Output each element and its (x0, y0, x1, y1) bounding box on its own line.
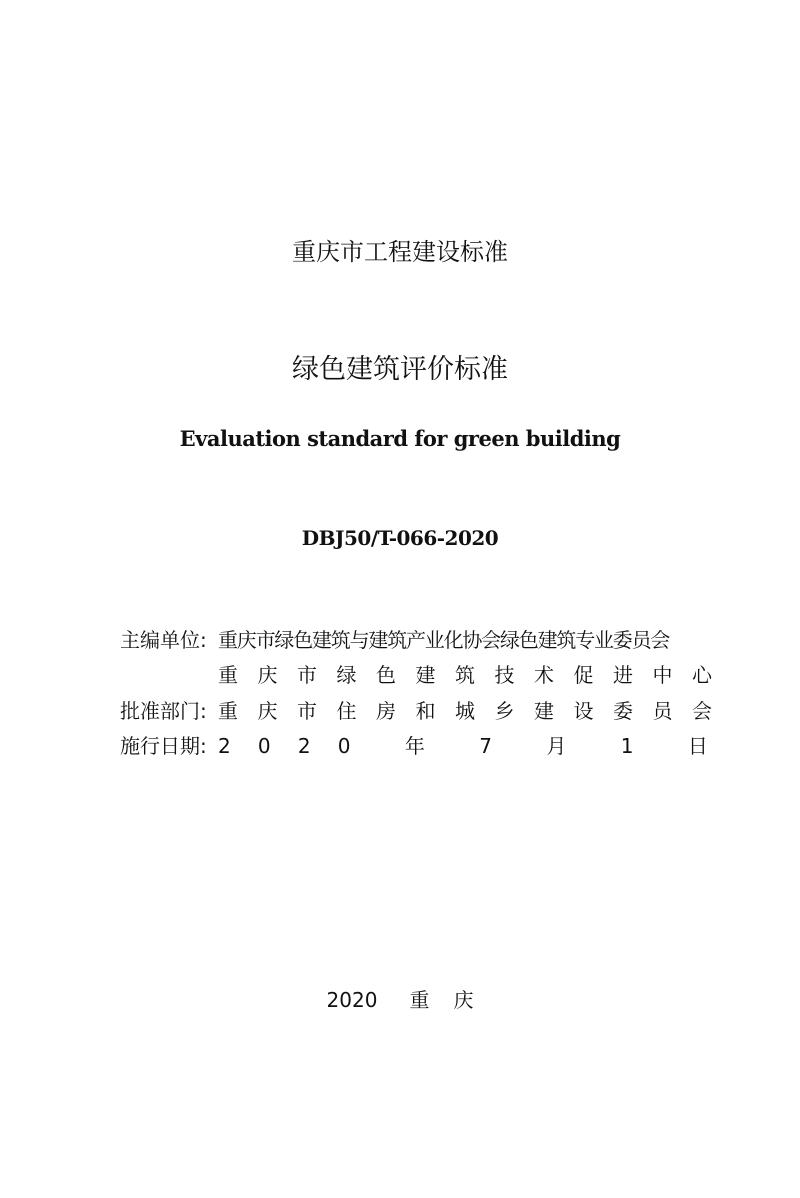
spread-char: 进 (613, 663, 633, 687)
document-code: DBJ50/T-066-2020 (301, 526, 499, 550)
spread-char: 促 (573, 663, 594, 687)
effective-date-row (120, 732, 712, 760)
effective-date-value (218, 732, 712, 760)
spread-char: 设 (573, 699, 594, 723)
chief-editor-label: 主编单位: (120, 628, 207, 652)
effective-year-digit: 2 (297, 734, 311, 758)
spread-char: 建 (534, 699, 554, 723)
effective-month: 7 (479, 734, 492, 758)
spread-char: 绿 (336, 663, 357, 687)
spread-char: 色 (376, 663, 396, 687)
spread-char: 中 (652, 663, 673, 687)
effective-day-unit: 日 (687, 734, 708, 758)
spread-char: 术 (534, 663, 554, 687)
spread-char: 重 (218, 663, 238, 687)
spread-char: 会 (692, 699, 712, 723)
spread-char: 心 (692, 663, 712, 687)
spread-char: 庆 (257, 663, 278, 687)
spread-char: 房 (376, 699, 396, 723)
spread-char: 委 (613, 699, 633, 723)
series-title: 重庆市工程建设标准 (292, 238, 508, 266)
spread-char: 技 (494, 663, 515, 687)
spread-char: 员 (652, 699, 673, 723)
chief-editor-label-spacer (120, 661, 218, 689)
spread-char: 和 (415, 699, 436, 723)
spread-char: 筑 (455, 663, 475, 687)
approver-value (218, 697, 712, 725)
chief-editor-value-2 (218, 661, 712, 689)
approver-row (120, 697, 712, 725)
publication-footer (0, 985, 800, 1015)
publication-year: 2020 (326, 988, 378, 1012)
document-title-english: Evaluation standard for green building (179, 426, 621, 451)
chief-editor-value: 重庆市绿色建筑与建筑产业化协会绿色建筑专业委员会 (218, 628, 670, 652)
effective-date-label: 施行日期: (120, 734, 207, 758)
spread-char: 城 (455, 699, 475, 723)
effective-day: 1 (620, 734, 634, 758)
spread-char: 住 (336, 699, 357, 723)
spread-char: 市 (297, 699, 317, 723)
spread-char: 庆 (257, 699, 278, 723)
publication-city-char: 庆 (453, 988, 474, 1012)
spread-char: 重 (218, 699, 238, 723)
spread-char: 建 (415, 663, 436, 687)
document-title: 绿色建筑评价标准 (292, 354, 508, 385)
publication-city-char: 重 (409, 988, 430, 1012)
spread-char: 市 (297, 663, 317, 687)
effective-year-digit: 0 (257, 734, 271, 758)
approver-label: 批准部门: (120, 699, 207, 723)
effective-year-digit: 2 (218, 734, 231, 758)
effective-year-unit: 年 (404, 734, 425, 758)
effective-year-digit: 0 (337, 734, 351, 758)
chief-editor-row-2 (120, 661, 712, 689)
spread-char: 乡 (494, 699, 515, 723)
chief-editor-row (120, 626, 712, 654)
effective-month-unit: 月 (546, 734, 567, 758)
